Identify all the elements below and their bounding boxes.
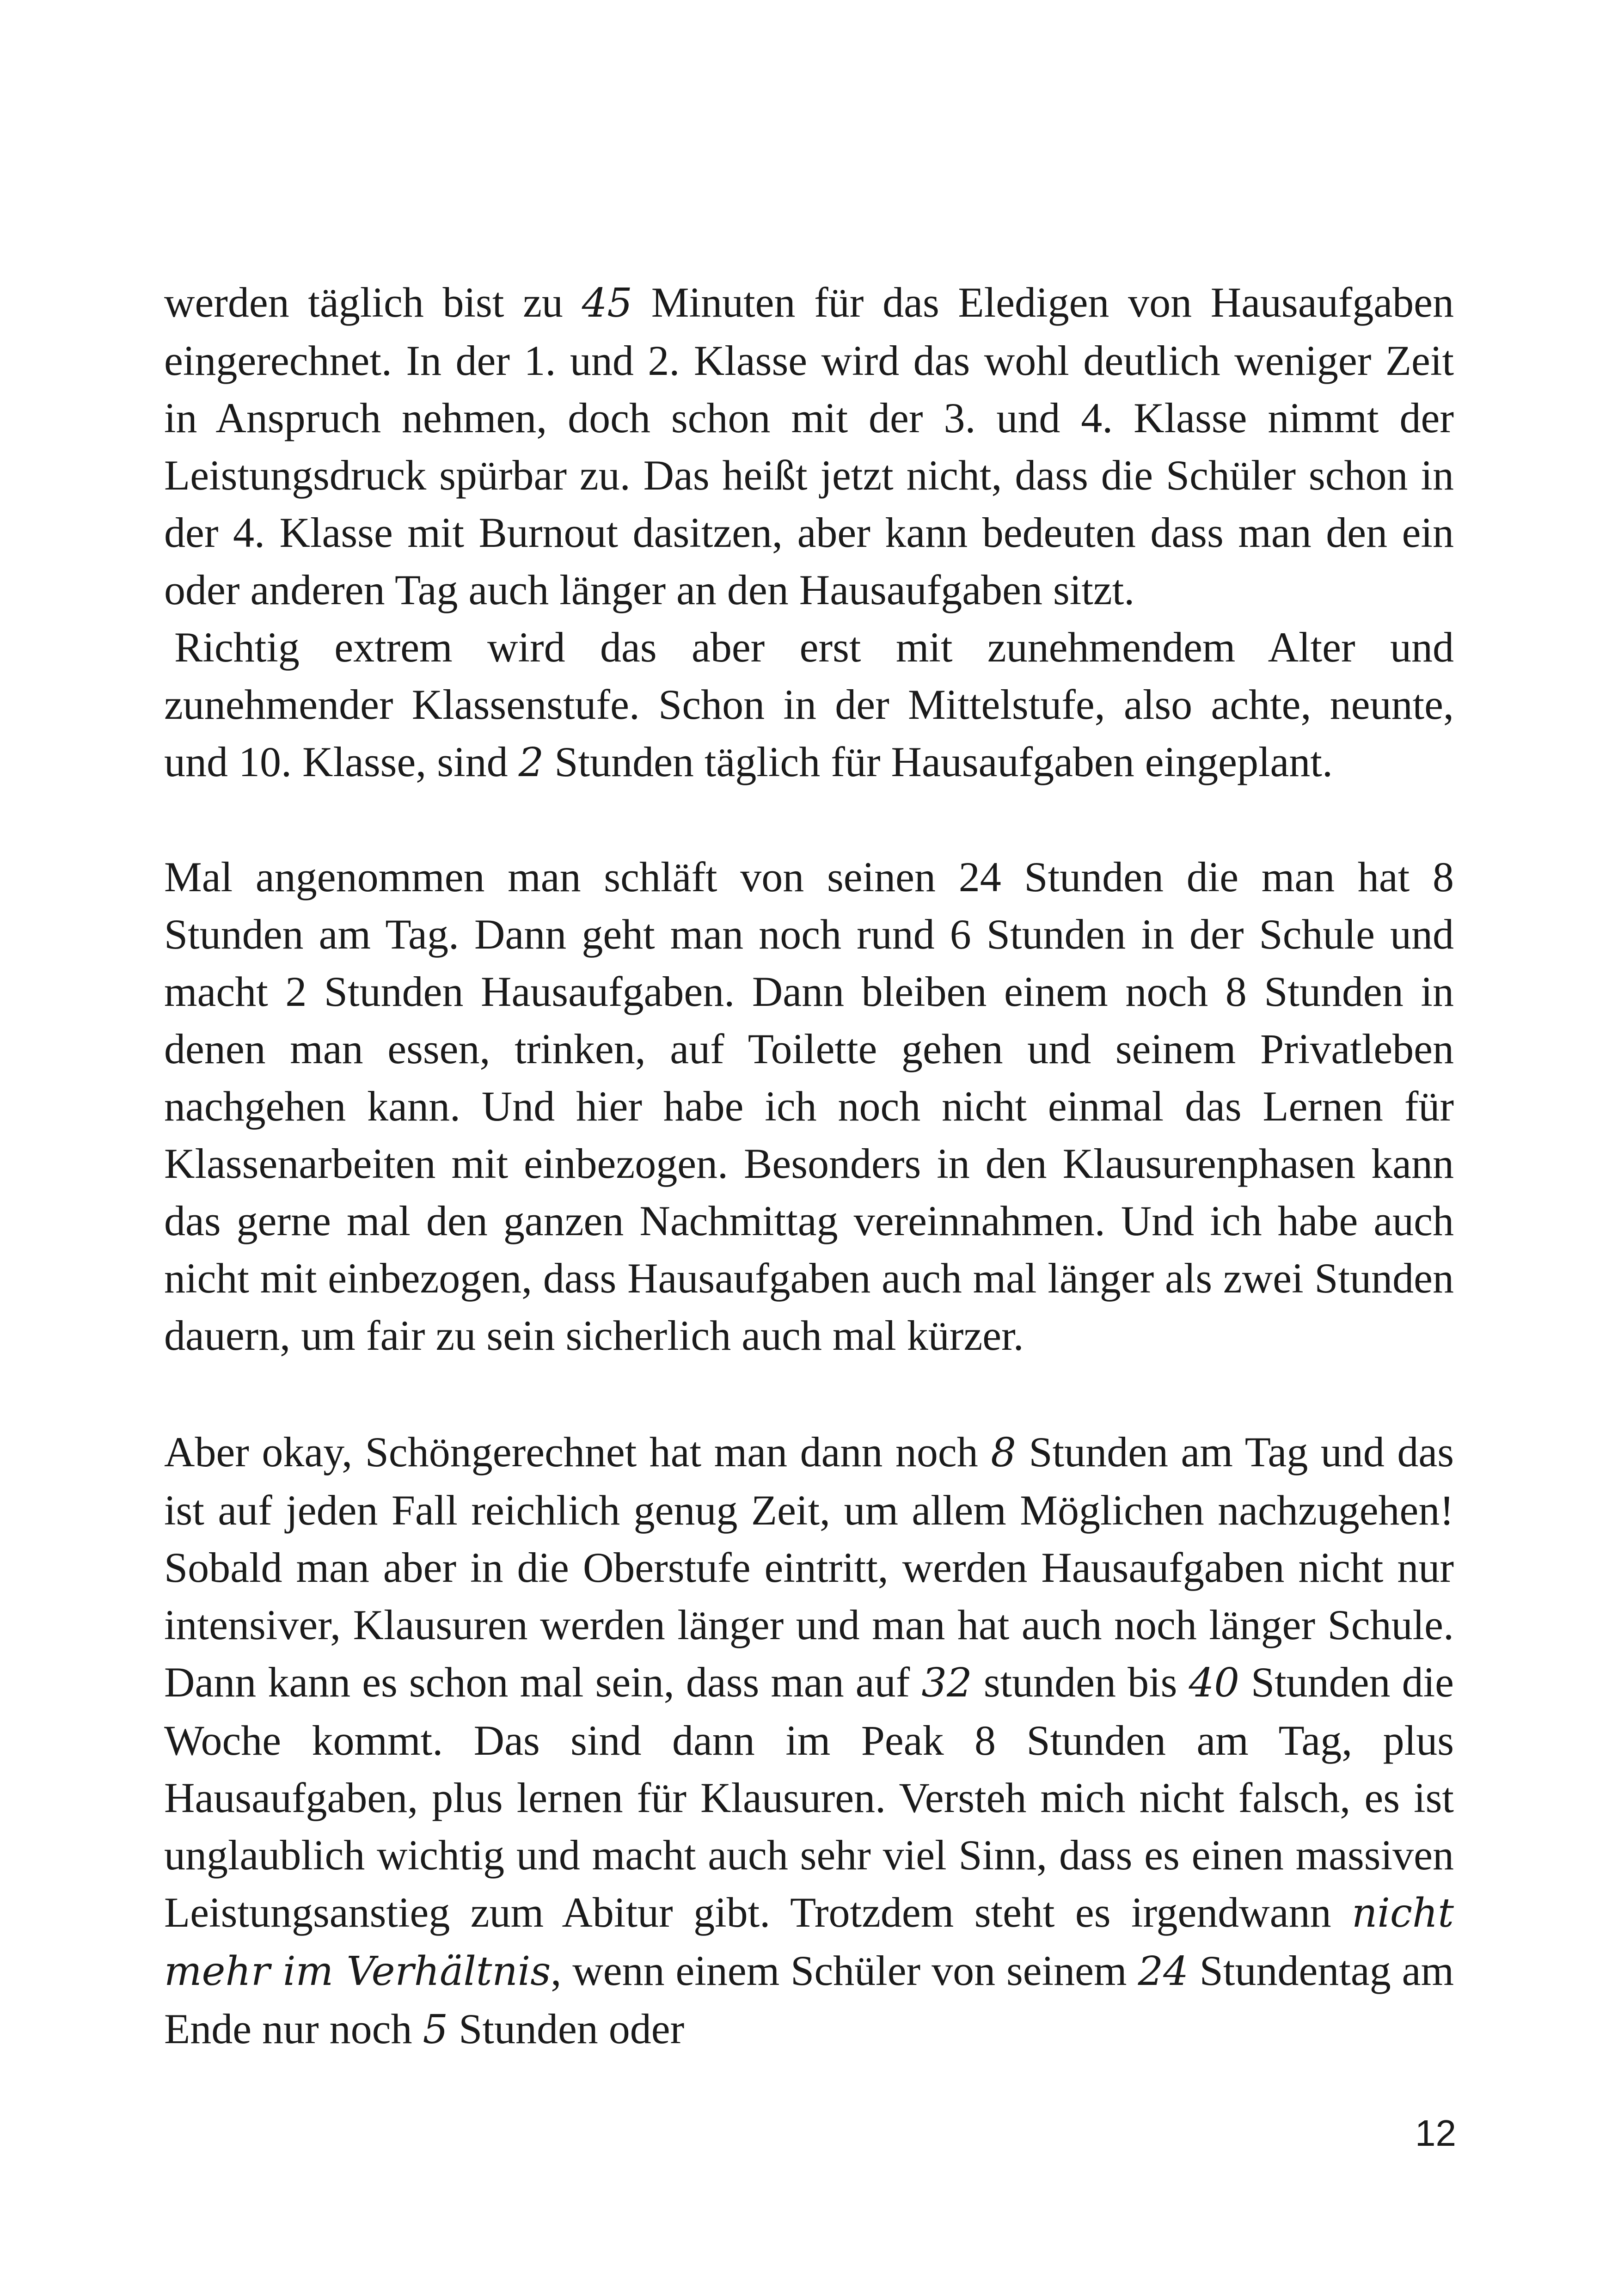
paragraph-line-group	[164, 274, 1454, 618]
paragraph-continuation	[164, 618, 1454, 791]
italic-emphasis: nicht mehr im Verhältnis	[164, 1890, 1454, 1995]
page-number: 12	[1415, 2112, 1456, 2154]
text-segment: Richtig extrem wird das aber erst mit zunehmendem Alter und zunehmender Klassenstufe. Schon in der Mittelstufe, also achte, neunte, und 10. Klasse, sind	[164, 624, 1454, 785]
text-segment: werden täglich bist zu	[164, 279, 582, 326]
italic-number: 32	[921, 1660, 972, 1706]
paragraph-line-group	[164, 1423, 1454, 2058]
italic-number: 5	[423, 2007, 448, 2053]
text-segment: Aber okay, Schöngerechnet hat man dann noch	[164, 1428, 991, 1476]
text-segment: stunden bis	[972, 1659, 1189, 1706]
italic-number: 24	[1138, 1948, 1189, 1995]
paragraph-oberstufe	[164, 1423, 1454, 2058]
paragraph-daily-hours	[164, 848, 1454, 1364]
text-segment: Stunden die Woche kommt. Das sind dann im Peak 8 Stunden am Tag, plus Hausaufgaben, plus lernen für Klausuren. Versteh mich nicht falsch, es ist unglaublich wichtig und macht auch sehr viel Sinn, dass es einen massiven Leistungsanstieg zum Abitur gibt. Trotzdem steht es irgendwann	[164, 1659, 1454, 1936]
italic-number: 8	[991, 1430, 1016, 1476]
italic-number: 40	[1189, 1660, 1239, 1706]
text-segment: Stunden oder	[448, 2005, 685, 2052]
italic-number: 2	[518, 740, 544, 786]
italic-number: 45	[582, 280, 633, 326]
text-segment: Stunden am Tag und das ist auf jeden Fall reichlich genug Zeit, um allem Möglichen nachzugehen! Sobald man aber in die Oberstufe eintritt, werden Hausaufgaben nicht nur intensiver, Klausuren werden länger und man hat auch noch länger Schule. Dann kann es schon mal sein, dass man auf	[164, 1428, 1454, 1706]
paragraph-text: Mal angenommen man schläft von seinen 24 Stunden die man hat 8 Stunden am Tag. Dann geht man noch rund 6 Stunden in der Schule und macht 2 Stunden Hausaufgaben. Dann bleiben einem noch 8 Stunden in denen man essen, trinken, auf Toilette gehen und seinem Privatleben nachgehen kann. Und hier habe ich noch nicht einmal das Lernen für Klassenarbeiten mit einbezogen. Besonders in den Klausurenphasen kann das gerne mal den ganzen Nachmittag vereinnahmen. Und ich habe auch nicht mit einbezogen, dass Hausaufgaben auch mal länger als zwei Stunden dauern, um fair zu sein sicherlich auch mal kürzer.	[164, 853, 1454, 1359]
paragraph-homework-time	[164, 274, 1454, 791]
text-segment: Stunden täglich für Hausaufgaben eingeplant.	[544, 738, 1333, 785]
text-segment: Stundentag am Ende nur noch	[164, 1947, 1454, 2052]
text-segment: Minuten für das Eledigen von Hausaufgaben eingerechnet. In der 1. und 2. Klasse wird das wohl deutlich weniger Zeit in Anspruch nehmen, doch schon mit der 3. und 4. Klasse nimmt der Leistungsdruck spürbar zu. Das heißt jetzt nicht, dass die Schüler schon in der 4. Klasse mit Burnout dasitzen, aber kann bedeuten dass man den ein oder anderen Tag auch länger an den Hausaufgaben sitzt.	[164, 279, 1454, 613]
text-segment: , wenn einem Schüler von seinem	[551, 1947, 1138, 1994]
